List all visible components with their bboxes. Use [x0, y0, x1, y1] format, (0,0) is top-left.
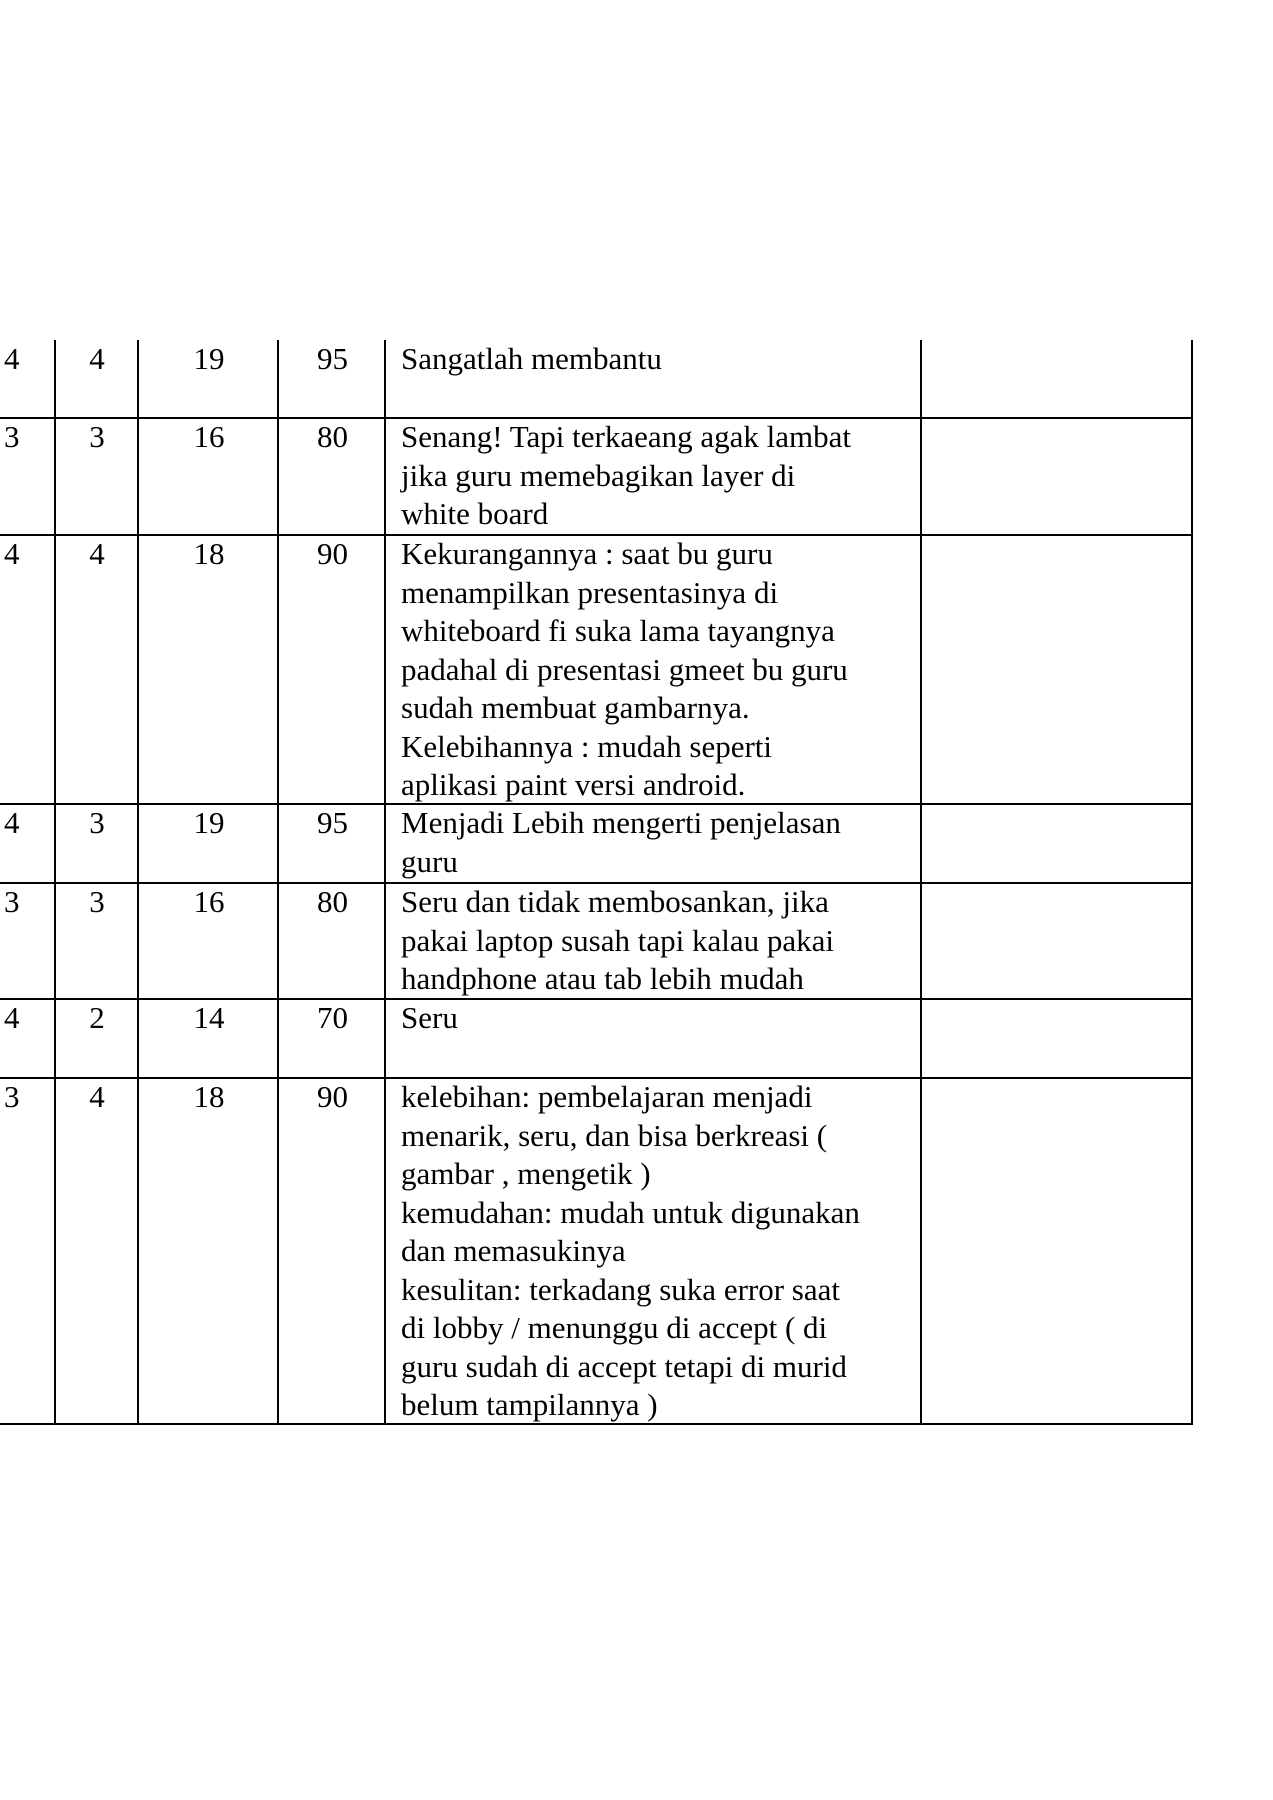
cell-score-2: 4	[89, 341, 105, 376]
cell-comment: Seru	[401, 1000, 458, 1035]
cell-comment: Senang! Tapi terkaeang agak lambat jika guru memebagikan layer di white board	[401, 419, 852, 531]
cell-score-1: 3	[4, 884, 20, 919]
cell-total: 14	[193, 1000, 225, 1035]
cell-score-1: 4	[4, 341, 20, 376]
cell-comment: Kekurangannya : saat bu guru menampilkan presentasinya di whiteboard fi suka lama tayangnya padahal di presentasi gmeet bu guru sudah membuat gambarnya. Kelebihannya : mudah seperti aplikasi paint versi android.	[401, 536, 848, 802]
cell-percent: 80	[317, 884, 348, 919]
cell-comment: Menjadi Lebih mengerti penjelasan guru	[401, 805, 841, 879]
cell-comment: kelebihan: pembelajaran menjadi menarik, seru, dan bisa berkreasi ( gambar , mengetik ) kemudahan: mudah untuk digunakan dan memasukinya kesulitan: terkadang suka error saat di lobby / menunggu di accept ( di guru sudah di accept tetapi di murid belum tampilannya )	[401, 1079, 860, 1422]
cell-score-2: 4	[89, 536, 105, 571]
cell-total: 19	[193, 805, 225, 840]
cell-score-2: 3	[89, 419, 105, 454]
cell-score-2: 3	[89, 805, 105, 840]
cell-percent: 95	[317, 805, 348, 840]
cell-score-1: 3	[4, 419, 20, 454]
cell-percent: 80	[317, 419, 348, 454]
cell-percent: 90	[317, 1079, 348, 1114]
cell-comment: Seru dan tidak membosankan, jika pakai laptop susah tapi kalau pakai handphone atau tab lebih mudah	[401, 884, 835, 996]
cell-score-2: 2	[89, 1000, 105, 1035]
cell-total: 16	[193, 419, 225, 454]
cell-score-2: 4	[89, 1079, 105, 1114]
cell-score-1: 3	[4, 1079, 20, 1114]
cell-percent: 70	[317, 1000, 348, 1035]
cell-score-1: 4	[4, 536, 20, 571]
cell-total: 19	[193, 341, 225, 376]
cell-score-1: 4	[4, 1000, 20, 1035]
cell-total: 18	[193, 536, 225, 571]
cell-percent: 95	[317, 341, 348, 376]
cell-score-2: 3	[89, 884, 105, 919]
cell-score-1: 4	[4, 805, 20, 840]
cell-percent: 90	[317, 536, 348, 571]
cell-total: 16	[193, 884, 225, 919]
cell-total: 18	[193, 1079, 225, 1114]
cell-comment: Sangatlah membantu	[401, 341, 662, 376]
